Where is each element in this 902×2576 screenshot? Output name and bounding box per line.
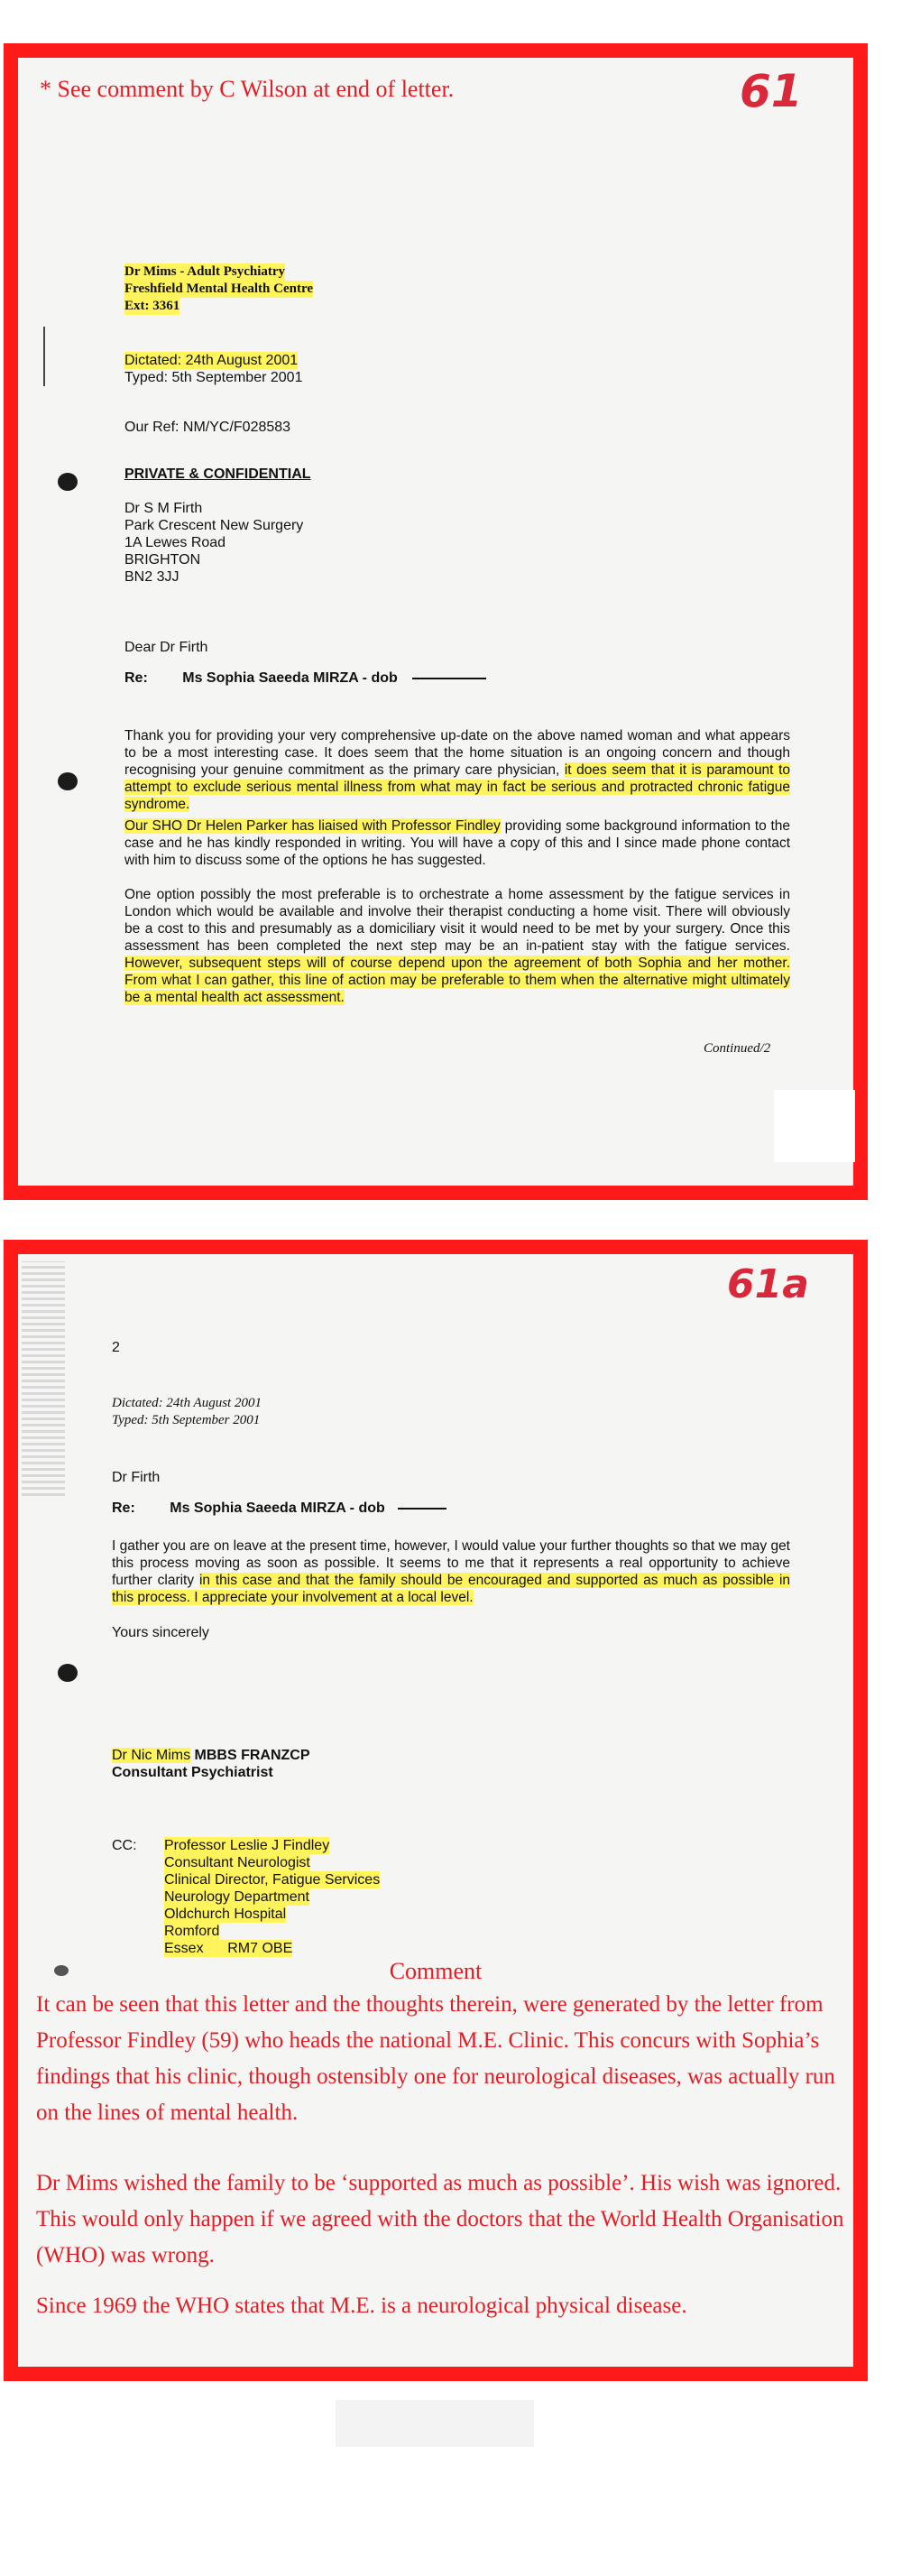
paragraph-1-highlight: it does seem that it is paramount to attempt to exclude serious mental illness from what may in fact be serious and protracted chronic fatigue syndrome. [124, 762, 790, 812]
addressee: Dr Firth [112, 1470, 161, 1485]
cc-line: Professor Leslie J Findley [164, 1838, 330, 1853]
our-ref: Our Ref: NM/YC/F028583 [124, 420, 291, 435]
paragraph-2 [124, 817, 790, 869]
cc-line: Essex RM7 OBE [164, 1941, 293, 1956]
patient-name: Ms Sophia Saeeda MIRZA - dob [182, 670, 398, 686]
patient-name: Ms Sophia Saeeda MIRZA - dob [170, 1500, 385, 1516]
sender-line: Ext: 3361 [124, 299, 180, 313]
cc-line: Clinical Director, Fatigue Services [164, 1872, 381, 1888]
signer-title: Consultant Psychiatrist [112, 1765, 273, 1780]
re-line [112, 1500, 446, 1517]
typed-date: Typed: 5th September 2001 [124, 370, 303, 385]
sender-line: Dr Mims - Adult Psychiatry [124, 264, 286, 279]
confidential-heading: PRIVATE & CONFIDENTIAL [124, 466, 311, 482]
salutation: Dear Dr Firth [124, 640, 208, 655]
paragraph-1-text: Thank you for providing your very comprehensive up-date on the above named woman and what appears to be a most interesting case. It does seem that the home situation is an ongoing concern and though recognising your genuine commitment as the primary care physician, [124, 728, 790, 778]
recipient-address [124, 500, 303, 586]
sender-block [124, 263, 313, 315]
paragraph-3 [124, 886, 790, 1006]
redaction-line [398, 1508, 446, 1510]
address-line: BRIGHTON [124, 552, 201, 568]
scan-patch [774, 1090, 855, 1162]
paragraph-1 [124, 727, 790, 813]
punch-hole [58, 1664, 78, 1682]
cc-line: Romford [164, 1924, 220, 1939]
paragraph-1-highlight: in this case and that the family should be encouraged and supported as much as possible in this process. I appreciate your involvement at a local level. [112, 1573, 791, 1605]
signer-qualifications: MBBS FRANZCP [190, 1748, 310, 1763]
date-block [124, 352, 302, 386]
closing: Yours sincerely [112, 1625, 209, 1640]
punch-hole [58, 473, 78, 491]
cc-label: CC: [112, 1838, 137, 1853]
signer-name: Dr Nic Mims [112, 1748, 191, 1763]
scan-artifact [336, 2400, 534, 2447]
paragraph-1 [112, 1537, 790, 1606]
comment-paragraph-2: Dr Mims wished the family to be ‘supported as much as possible’. His wish was ignored. This would only happen if we agreed with the doctors that the World Health Organisation (WHO) was wrong. [36, 2171, 844, 2267]
typed-date: Typed: 5th September 2001 [112, 1413, 261, 1427]
letter-page-2 [4, 1240, 868, 2381]
address-line: Dr S M Firth [124, 501, 203, 516]
page-index: 2 [112, 1340, 120, 1355]
dictated-date: Dictated: 24th August 2001 [112, 1396, 262, 1410]
paragraph-2-highlight: Our SHO Dr Helen Parker has liaised with Professor Findley [124, 818, 501, 834]
handwritten-page-number: 61 [740, 65, 803, 117]
comment-paragraph-1: It can be seen that this letter and the thoughts therein, were generated by the letter from Professor Findley (59) who heads the national M.E. Clinic. This concurs with Sophia’s findings that his clinic, though ostensibly one for neurological diseases, was actually run on the lines of mental health. [36, 1992, 835, 2125]
scan-mark [43, 327, 45, 386]
paragraph-1-text: I gather you are on leave at the present time, however, I would value your further thoughts so that we may get this process moving as soon as possible. It seems to me that it represents a real opportunity to achieve further clarity [112, 1538, 790, 1588]
comment-paragraph-3: Since 1969 the WHO states that M.E. is a neurological physical disease. [36, 2294, 687, 2318]
paragraph-3-highlight: However, subsequent steps will of course depend upon the agreement of both Sophia and her mother. From what I can gather, this line of action may be preferable to them when the alternative might ultimately be a mental health act assessment. [124, 956, 790, 1005]
cc-list [164, 1837, 380, 1957]
redaction-line [412, 678, 486, 679]
re-line [124, 669, 486, 687]
punch-hole [58, 772, 78, 790]
signature-block [112, 1747, 310, 1781]
sender-line: Freshfield Mental Health Centre [124, 282, 313, 296]
continued-note: Continued/2 [704, 1041, 771, 1056]
address-line: BN2 3JJ [124, 569, 179, 585]
address-line: 1A Lewes Road [124, 535, 226, 550]
paragraph-2-text: providing some background information to the case and he has kindly responded in writing. You will have a copy of this and I since made phone contact with him to discuss some of the options he has suggested. [124, 818, 791, 868]
dictated-date: Dictated: 24th August 2001 [124, 353, 299, 368]
address-line: Park Crescent New Surgery [124, 518, 304, 533]
see-comment-note: * See comment by C Wilson at end of letter. [40, 76, 455, 102]
signer-line [112, 1747, 310, 1764]
cc-line: Oldchurch Hospital [164, 1907, 287, 1922]
cc-line: Consultant Neurologist [164, 1855, 310, 1870]
re-label: Re: [124, 670, 148, 686]
scan-edge-noise [22, 1261, 65, 1496]
cc-line: Neurology Department [164, 1889, 309, 1905]
handwritten-page-number: 61a [727, 1261, 809, 1307]
letter-page-1 [4, 43, 868, 1200]
date-block [112, 1395, 262, 1429]
comment-heading: Comment [389, 1958, 483, 1984]
re-label: Re: [112, 1500, 135, 1516]
punch-hole-partial [54, 1965, 69, 1976]
paragraph-3-text: One option possibly the most preferable is to orchestrate a home assessment by the fatigue services in London which would be available and involve their therapist conducting a home visit. There will obviously be a cost to this and presumably as a domiciliary visit it would need to be met by your surgery. Once this assessment has been completed the next step may be an in-patient stay with the fatigue services. [124, 887, 790, 954]
